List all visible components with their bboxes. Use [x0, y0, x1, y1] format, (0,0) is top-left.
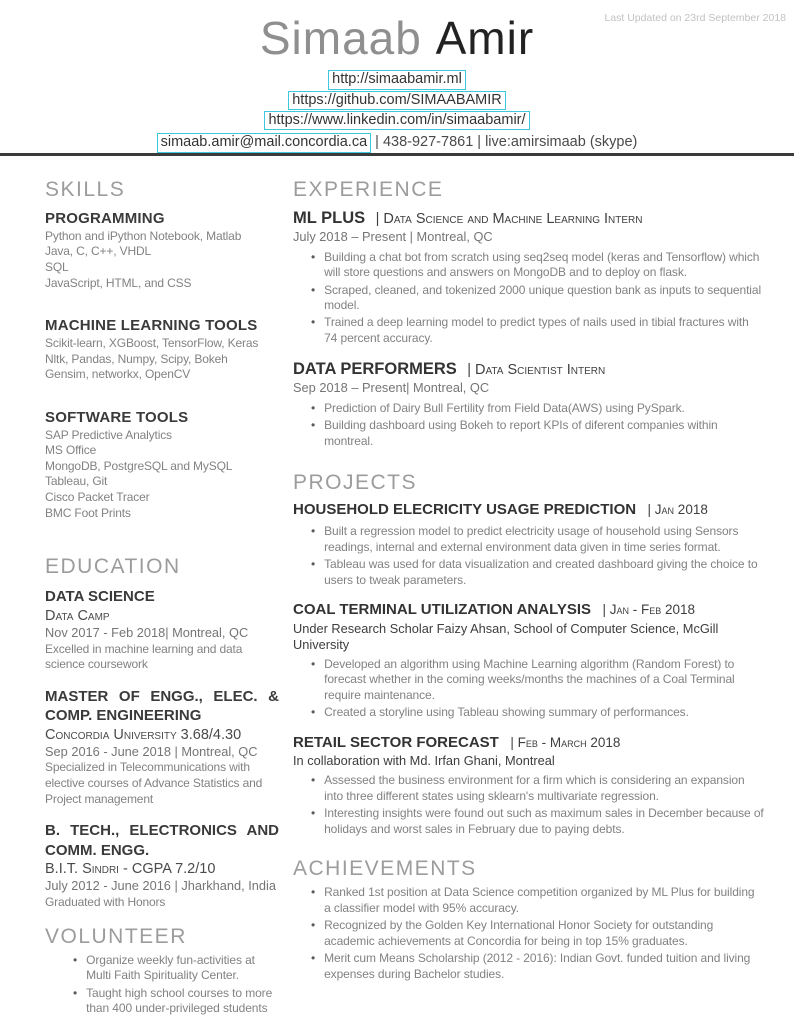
project-date: | Jan 2018 [647, 502, 708, 518]
role-title: | Data Science and Machine Learning Intern [375, 211, 643, 228]
bullet-item [293, 705, 764, 720]
bullet-item [293, 885, 764, 916]
bullet-text: • Merit cum Means Scholarship (2012 - 2016): Indian Govt. funded tuition and living expenses during Bachelor studies. [324, 951, 751, 981]
bullet-text: • Tableau was used for data visualization and created dashboard giving the choice to users to tweak parameters. [324, 557, 758, 587]
experience-bullets [293, 250, 764, 347]
project-heading [293, 734, 764, 753]
project-entry-retail [293, 734, 764, 838]
project-subtitle: Under Research Scholar Faizy Ahsan, School of Computer Science, McGill University [293, 620, 719, 652]
skill-line: Tableau, Git [45, 474, 108, 489]
project-name: RETAIL SECTOR FORECAST [293, 733, 499, 751]
skill-group-name: MACHINE LEARNING TOOLS [45, 317, 258, 335]
resume-body [45, 178, 764, 1017]
education-entry-btech [45, 821, 279, 910]
project-date: | Feb - March 2018 [510, 734, 621, 750]
school-name: Concordia University 3.68/4.30 [45, 726, 242, 743]
education-date: July 2012 - June 2016 | Jharkhand, India [45, 878, 276, 894]
project-name: HOUSEHOLD ELECRICITY USAGE PREDICTION [293, 501, 637, 519]
skill-group-ml-tools [45, 317, 279, 383]
bullet-text: • Scraped, cleaned, and tokenized 2000 unique question bank as inputs to sequential model. [324, 282, 762, 312]
role-title: | Data Scientist Intern [467, 362, 606, 379]
experience-entry-data-performers [293, 360, 764, 449]
degree-title: B. TECH., ELECTRONICS AND COMM. ENGG. [45, 822, 279, 859]
school-name: B.I.T. Sindri - CGPA 7.2/10 [45, 861, 216, 878]
education-date: Nov 2017 - Feb 2018| Montreal, QC [45, 624, 249, 640]
bullet-text: • Interesting insights were found out such as maximum sales in December because of holidays and worst sales in February due to paying debts. [324, 806, 764, 836]
bullet-text: • Taught high school courses to more than 400 under-privileged students [86, 985, 273, 1016]
skill-group-name: PROGRAMMING [45, 210, 165, 228]
school-name: Data Camp [45, 607, 110, 624]
bullet-text: • Created a storyline using Tableau showing summary of performances. [324, 705, 689, 720]
volunteer-bullets [45, 953, 279, 1017]
bullet-item [293, 918, 764, 949]
bullet-item [293, 418, 764, 449]
first-name: Simaab [259, 12, 422, 64]
education-date: Sep 2016 - June 2018 | Montreal, QC [45, 743, 258, 759]
degree-title: MASTER OF ENGG., ELEC. & COMP. ENGINEERING [45, 687, 279, 725]
contact-rest: | 438-927-7861 | live:amirsimaab (skype) [371, 134, 638, 151]
project-date: | Jan - Feb 2018 [602, 601, 696, 617]
education-section-title: EDUCATION [45, 555, 181, 579]
skill-line: MS Office [45, 443, 97, 458]
experience-heading [293, 360, 764, 380]
linkedin-link[interactable]: https://www.linkedin.com/in/simaabamir/ [264, 111, 529, 130]
skill-line: SQL [45, 260, 69, 275]
bullet-item [293, 657, 764, 703]
experience-date: Sep 2018 – Present| Montreal, QC [293, 380, 490, 396]
experience-bullets [293, 401, 764, 449]
skill-line: Java, C, C++, VHDL [45, 244, 152, 259]
skill-line: Scikit-learn, XGBoost, TensorFlow, Keras [45, 336, 259, 351]
experience-heading [293, 209, 764, 229]
skill-line: MongoDB, PostgreSQL and MySQL [45, 458, 233, 473]
education-description: Excelled in machine learning and data science coursework [45, 641, 243, 672]
experience-section-title: EXPERIENCE [293, 178, 444, 201]
bullet-item [293, 524, 764, 555]
project-heading [293, 501, 764, 520]
skill-line: Nltk, Pandas, Numpy, Scipy, Bokeh [45, 351, 228, 366]
header-divider [0, 153, 794, 156]
right-column [293, 178, 764, 1017]
bullet-text: • Built a regression model to predict electricity usage of household using Sensors readings, internal and external environment data given in time series format. [324, 524, 739, 554]
education-entry-masters [45, 687, 279, 808]
project-heading [293, 601, 764, 620]
bullet-item [293, 283, 764, 314]
skill-group-programming [45, 210, 279, 291]
company-name: DATA PERFORMERS [293, 360, 457, 379]
bullet-item [293, 806, 764, 837]
project-name: COAL TERMINAL UTILIZATION ANALYSIS [293, 600, 592, 618]
contact-line [0, 132, 794, 152]
bullet-text: • Assessed the business environment for a firm which is considering an expansion into three different states using sklearn's multivariate regression. [324, 773, 745, 803]
bullet-item [293, 250, 764, 281]
bullet-text: • Building a chat bot from scratch using seq2seq model (keras and Tensorflow) which will store questions and answers on MongoDB and to deploy on flask. [324, 249, 760, 280]
skill-line: BMC Foot Prints [45, 505, 131, 520]
volunteer-section-title: VOLUNTEER [45, 924, 187, 948]
degree-title: DATA SCIENCE [45, 588, 155, 606]
bullet-item [45, 953, 279, 984]
projects-section-title: PROJECTS [293, 471, 418, 495]
bullet-item [45, 986, 279, 1017]
education-entry-data-science [45, 587, 279, 672]
project-entry-coal-terminal [293, 601, 764, 721]
link-list [0, 69, 794, 130]
skills-section-title: SKILLS [45, 178, 126, 201]
website-link[interactable]: http://simaabamir.ml [328, 70, 466, 89]
skill-line: Python and iPython Notebook, Matlab [45, 228, 242, 243]
project-subtitle: In collaboration with Md. Irfan Ghani, Montreal [293, 753, 555, 769]
bullet-item [293, 773, 764, 804]
project-bullets [293, 657, 764, 721]
left-column [45, 178, 279, 1017]
achievements-bullets [293, 885, 764, 982]
bullet-item [293, 401, 764, 416]
bullet-text: • Prediction of Dairy Bull Fertility from Field Data(AWS) using PySpark. [324, 400, 685, 415]
skill-line: Cisco Packet Tracer [45, 489, 150, 504]
experience-date: July 2018 – Present | Montreal, QC [293, 228, 493, 244]
project-entry-household [293, 501, 764, 588]
achievements-section-title: ACHIEVEMENTS [293, 857, 477, 881]
experience-entry-ml-plus [293, 209, 764, 346]
bullet-text: • Recognized by the Golden Key International Honor Society for outstanding academic achievements at Concordia for being in top 15% graduates. [324, 918, 714, 948]
skill-group-name: SOFTWARE TOOLS [45, 408, 189, 426]
skill-line: SAP Predictive Analytics [45, 427, 172, 442]
last-name: Amir [435, 12, 535, 64]
bullet-item [293, 315, 764, 346]
bullet-text: • Trained a deep learning model to predict types of nails used in tibial fractures with 74 percent accuracy. [324, 315, 749, 345]
project-bullets [293, 524, 764, 588]
education-description: Graduated with Honors [45, 894, 166, 909]
last-updated-note: Last Updated on 23rd September 2018 [604, 12, 786, 24]
project-bullets [293, 773, 764, 837]
company-name: ML PLUS [293, 209, 366, 228]
bullet-text: • Developed an algorithm using Machine Learning algorithm (Random Forest) to forecast whether in the coming weeks/months the machines of a Coal Terminal require maintenance. [324, 656, 735, 702]
bullet-text: • Building dashboard using Bokeh to report KPIs of diferent companies within montreal. [324, 418, 718, 448]
github-link[interactable]: https://github.com/SIMAABAMIR [288, 91, 506, 110]
skill-line: JavaScript, HTML, and CSS [45, 275, 192, 290]
education-description: Specialized in Telecommunications with elective courses of Advance Statistics and Project management [45, 760, 263, 806]
bullet-item [293, 557, 764, 588]
skill-group-software-tools [45, 409, 279, 521]
skill-line: Gensim, networkx, OpenCV [45, 367, 191, 382]
bullet-item [293, 951, 764, 982]
bullet-text: • Organize weekly fun-activities at Multi Faith Spirituality Center. [86, 952, 255, 983]
email-link[interactable]: simaab.amir@mail.concordia.ca [157, 133, 372, 152]
bullet-text: • Ranked 1st position at Data Science competition organized by ML Plus for building a classifier model with 95% accuracy. [324, 885, 755, 915]
